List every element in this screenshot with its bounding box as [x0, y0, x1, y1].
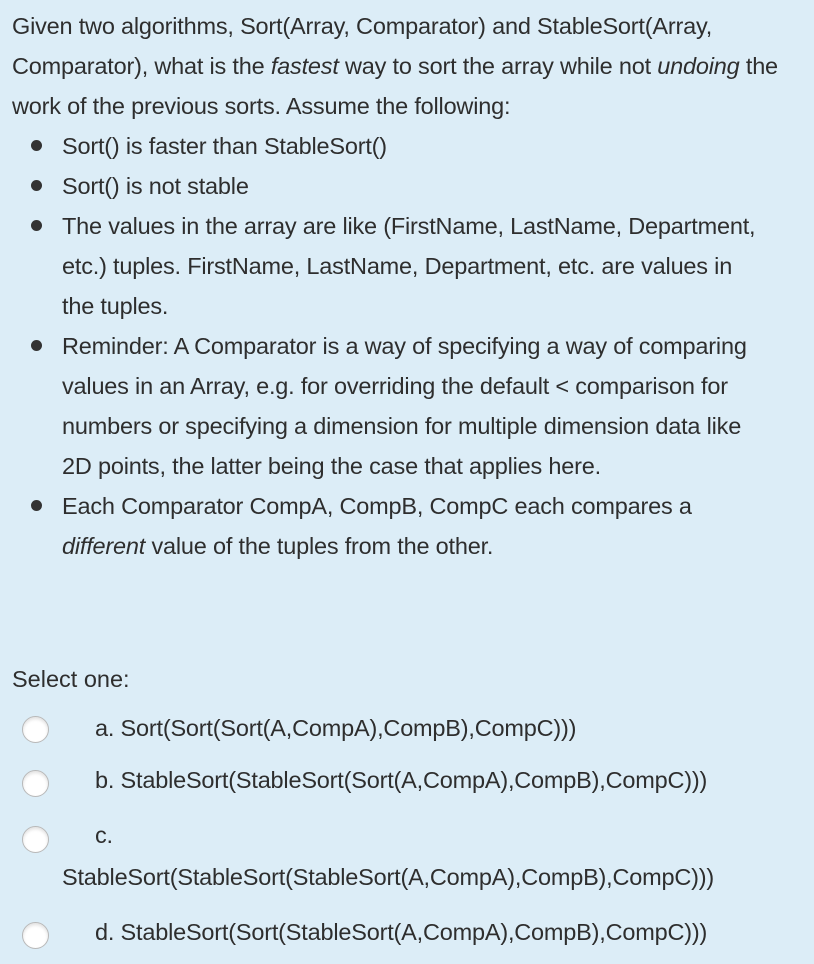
radio-button-c[interactable]: [22, 826, 49, 853]
bullet-icon: [31, 140, 42, 151]
assumption-item: [12, 126, 762, 166]
question-intro-part: way to sort the array while not: [338, 53, 658, 79]
bullet-icon: [31, 220, 42, 231]
bullet-icon: [31, 500, 42, 511]
assumption-text: Sort() is not stable: [62, 173, 249, 199]
question-intro-part: the work of the previous sorts. Assume the following:: [12, 53, 778, 119]
assumption-item: [12, 166, 762, 206]
assumption-item: [12, 206, 762, 326]
emphasis-fastest: fastest: [270, 53, 339, 79]
assumption-list: [12, 126, 802, 566]
bullet-icon: [31, 180, 42, 191]
bullet-icon: [31, 340, 42, 351]
assumption-text: Sort() is faster than StableSort(): [62, 133, 387, 159]
assumption-item: [12, 486, 762, 566]
answer-option-c-label[interactable]: StableSort(StableSort(StableSort(A,CompA),CompB),CompC))): [62, 864, 715, 890]
emphasis-undoing: undoing: [657, 53, 740, 79]
radio-button-b[interactable]: [22, 770, 49, 797]
assumption-text: The values in the array are like (FirstName, LastName, Department, etc.) tuples. FirstName, LastName, Department, etc. are values in the tuples.: [62, 213, 756, 319]
assumption-text: value of the tuples from the other.: [145, 533, 494, 559]
assumption-item: [12, 326, 762, 486]
assumption-text: Each Comparator CompA, CompB, CompC each compares a: [62, 493, 692, 519]
answer-option-d-label[interactable]: d. StableSort(Sort(StableSort(A,CompA),CompB),CompC))): [95, 919, 708, 945]
select-one-label: Select one:: [12, 666, 130, 692]
question-intro-part: Given two algorithms, Sort(Array, Comparator) and StableSort(Array, Comparator), what is the: [12, 13, 713, 79]
radio-button-d[interactable]: [22, 922, 49, 949]
answer-option-a-label[interactable]: a. Sort(Sort(Sort(A,CompA),CompB),CompC))): [95, 715, 577, 741]
question-text: [12, 6, 802, 566]
question-intro: [12, 6, 802, 126]
assumption-text: Reminder: A Comparator is a way of specifying a way of comparing values in an Array, e.g. for overriding the default < comparison for numbers or specifying a dimension for multiple dimension data like 2D points, the latter being the case that applies here.: [62, 333, 747, 479]
radio-button-a[interactable]: [22, 716, 49, 743]
answer-option-c-letter[interactable]: c.: [95, 822, 113, 848]
emphasis-different: different: [62, 533, 146, 559]
answer-option-b-label[interactable]: b. StableSort(StableSort(Sort(A,CompA),CompB),CompC))): [95, 767, 708, 793]
